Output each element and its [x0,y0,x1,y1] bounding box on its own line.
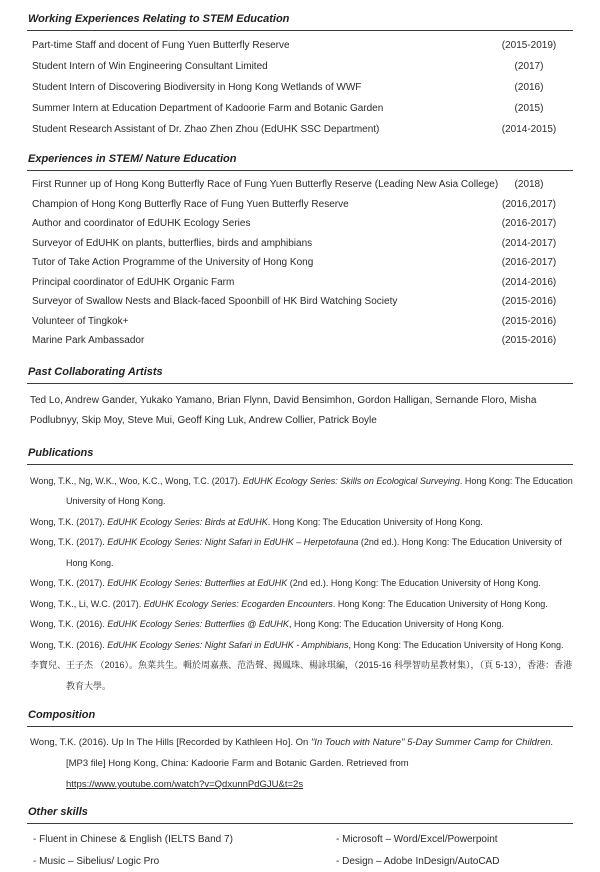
publication-entry [30,573,573,594]
section-other-skills [27,805,573,872]
pub-suffix: . Hong Kong: The Education University of Hong Kong. [66,476,573,507]
experience-item: Champion of Hong Kong Butterfly Race of Fung Yuen Butterfly Reserve [32,195,481,215]
table-row [27,253,573,273]
pub-prefix: Wong, T.K. (2016). [30,640,107,650]
experience-year: (2015-2016) [485,292,573,312]
experience-year: (2014-2016) [485,273,573,293]
skill-microsoft: - Microsoft – Word/Excel/Powerpoint [330,829,573,851]
table-row [27,273,573,293]
section-title-stem-nature: Experiences in STEM/ Nature Education [27,152,573,171]
nature-experience-table [27,175,573,351]
experience-year: (2017) [485,56,573,77]
table-row [27,292,573,312]
experience-year: (2014-2017) [485,234,573,254]
section-collaborating-artists [27,365,573,432]
experience-year: (2014-2015) [485,119,573,140]
section-title-publications: Publications [27,446,573,465]
table-row [27,119,573,140]
experience-year: (2016-2017) [485,214,573,234]
pub-title: EdUHK Ecology Series: Night Safari in EdUHK - Amphibians [107,640,348,650]
experience-item: Author and coordinator of EdUHK Ecology Series [32,214,481,234]
table-row [27,98,573,119]
pub-title: EdUHK Ecology Series: Butterflies at EdUHK [107,578,287,588]
table-row [27,35,573,56]
experience-year: (2015-2016) [485,331,573,351]
pub-title: EdUHK Ecology Series: Birds at EdUHK [107,517,268,527]
pub-prefix: Wong, T.K., Ng, W.K., Woo, K.C., Wong, T.C. (2017). [30,476,243,486]
pub-suffix: , Hong Kong: The Education University of Hong Kong. [289,619,504,629]
experience-year: (2015-2016) [485,312,573,332]
publication-entry-chinese [30,655,573,696]
pub-title: EdUHK Ecology Series: Night Safari in EdUHK – Herpetofauna [107,537,358,547]
experience-item: Marine Park Ambassador [32,331,481,351]
section-title-working-experiences: Working Experiences Relating to STEM Education [27,12,573,31]
table-row [27,175,573,195]
composition-citation: Wong, T.K. (2016). Up In The Hills [Recorded by Kathleen Ho]. On [30,737,311,748]
pub-prefix: 李寶兒、王子杰 （2016）。魚菜共生。輯於周嘉燕、范浩聲、揭鳳珠、楊詠琪編，（2015-16 科學智叻星教材集），（頁 5-13），香港：香港教育大學。 [30,660,572,691]
artists-list: Ted Lo, Andrew Gander, Yukako Yamano, Brian Flynn, David Bensimhon, Gordon Halligan, Sernande Floro, Misha Podlubnyy, Skip Moy, Steve Mui, Geoff King Luk, Andrew Collier, Patrick Boyle [30,391,573,432]
table-row [27,234,573,254]
experience-item: Tutor of Take Action Programme of the University of Hong Kong [32,253,481,273]
composition-line-2: [MP3 file] Hong Kong, China: Kadoorie Farm and Botanic Garden. Retrieved from [27,753,573,774]
publication-entry [30,635,573,656]
pub-prefix: Wong, T.K. (2017). [30,537,107,547]
experience-item: Surveyor of EdUHK on plants, butterflies, birds and amphibians [32,234,481,254]
composition-work-title: "In Touch with Nature" 5-Day Summer Camp for Children. [311,737,553,748]
pub-prefix: Wong, T.K. (2017). [30,517,107,527]
pub-suffix: . Hong Kong: The Education University of Hong Kong. [268,517,483,527]
publication-entry [30,532,573,573]
section-title-other-skills: Other skills [27,805,573,824]
pub-prefix: Wong, T.K. (2017). [30,578,107,588]
experience-year: (2016) [485,77,573,98]
composition-line-3 [27,774,573,795]
section-stem-nature-education [27,152,573,351]
publication-entry [30,512,573,533]
table-row [27,77,573,98]
experience-year: (2015) [485,98,573,119]
skill-design: - Design – Adobe InDesign/AutoCAD [330,851,573,872]
table-row [27,214,573,234]
section-working-experiences [27,12,573,140]
publication-entry [30,614,573,635]
table-row [27,331,573,351]
pub-suffix: , Hong Kong: The Education University of Hong Kong. [349,640,564,650]
experience-item: Student Research Assistant of Dr. Zhao Zhen Zhou (EdUHK SSC Department) [32,119,481,140]
pub-title: EdUHK Ecology Series: Butterflies @ EdUHK [107,619,289,629]
section-publications [27,446,573,697]
pub-prefix: Wong, T.K., Li, W.C. (2017). [30,599,144,609]
publication-entry [30,594,573,615]
experience-item: Surveyor of Swallow Nests and Black-faced Spoonbill of HK Bird Watching Society [32,292,481,312]
experience-item: Summer Intern at Education Department of Kadoorie Farm and Botanic Garden [32,98,481,119]
section-composition [27,708,573,795]
table-row [27,56,573,77]
experience-item: First Runner up of Hong Kong Butterfly Race of Fung Yuen Butterfly Reserve (Leading New Asia College) [32,175,481,195]
experience-item: Principal coordinator of EdUHK Organic Farm [32,273,481,293]
skill-languages: - Fluent in Chinese & English (IELTS Band 7) [27,829,330,851]
section-title-artists: Past Collaborating Artists [27,365,573,384]
skills-grid [27,829,573,872]
composition-line-1 [27,732,573,753]
section-title-composition: Composition [27,708,573,727]
publication-list [27,471,573,697]
youtube-link[interactable]: https://www.youtube.com/watch?v=QdxunnPdGJU&t=2s [66,779,303,790]
publication-entry [30,471,573,512]
experience-year: (2016,2017) [485,195,573,215]
experience-item: Student Intern of Discovering Biodiversity in Hong Kong Wetlands of WWF [32,77,481,98]
experience-item: Volunteer of Tingkok+ [32,312,481,332]
pub-title: EdUHK Ecology Series: Skills on Ecological Surveying [243,476,460,486]
experience-year: (2015-2019) [485,35,573,56]
experience-item: Part-time Staff and docent of Fung Yuen Butterfly Reserve [32,35,481,56]
table-row [27,195,573,215]
pub-suffix: (2nd ed.). Hong Kong: The Education University of Hong Kong. [287,578,541,588]
pub-suffix: (2nd ed.). Hong Kong: The Education University of Hong Kong. [66,537,562,568]
working-experience-table [27,35,573,140]
skill-music: - Music – Sibelius/ Logic Pro [27,851,330,872]
table-row [27,312,573,332]
pub-prefix: Wong, T.K. (2016). [30,619,107,629]
pub-title: EdUHK Ecology Series: Ecogarden Encounters [144,599,333,609]
pub-suffix: . Hong Kong: The Education University of Hong Kong. [333,599,548,609]
experience-item: Student Intern of Win Engineering Consultant Limited [32,56,481,77]
experience-year: (2018) [485,175,573,195]
experience-year: (2016-2017) [485,253,573,273]
